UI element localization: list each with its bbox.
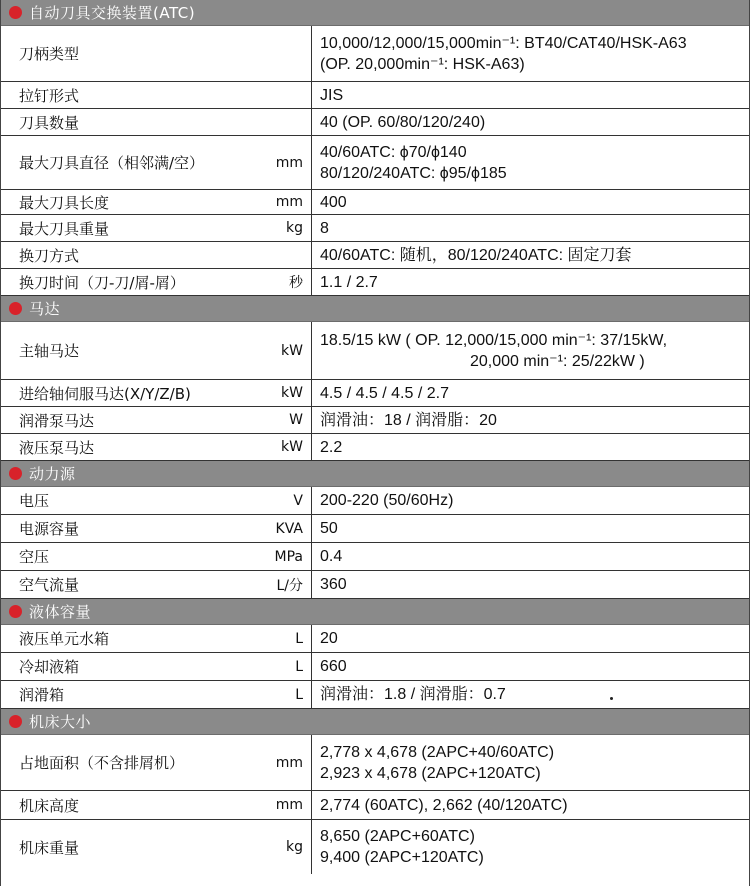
row-unit: mm	[275, 194, 303, 210]
row-label: 拉钉形式	[19, 86, 80, 105]
row-value: 20	[320, 630, 338, 647]
row-label-cell	[1, 625, 312, 652]
row-label: 换刀时间（刀-刀/屑-屑）	[19, 273, 185, 292]
row-label-cell	[1, 136, 312, 189]
red-dot-icon	[9, 6, 22, 19]
table-row	[1, 136, 749, 190]
table-row	[1, 215, 749, 242]
row-unit: L	[295, 658, 303, 675]
row-value-cell	[312, 735, 749, 790]
row-value: 50	[320, 520, 338, 537]
row-label: 液压泵马达	[19, 438, 95, 457]
row-unit: mm	[275, 154, 303, 171]
row-value-cell	[312, 136, 749, 189]
table-row	[1, 571, 749, 599]
row-value: 润滑油：1.8 / 润滑脂：0.7	[320, 684, 749, 705]
row-label: 最大刀具重量	[19, 219, 110, 238]
row-value: 80/120/240ATC: ϕ95/ϕ185	[320, 164, 507, 182]
row-label-cell	[1, 190, 312, 214]
row-unit: kg	[286, 220, 303, 236]
section-title: 动力源	[29, 465, 76, 483]
row-value: 2,778 x 4,678 (2APC+40/60ATC)	[320, 743, 555, 761]
table-row	[1, 190, 749, 215]
row-label-cell	[1, 653, 312, 680]
row-value: 1.1 / 2.7	[320, 273, 378, 291]
row-label: 电压	[19, 492, 50, 510]
row-value-cell	[312, 380, 749, 406]
row-unit: kg	[286, 839, 303, 855]
section-header-fluid	[1, 599, 749, 625]
row-value-cell	[312, 407, 749, 433]
row-value: 9,400 (2APC+120ATC)	[320, 849, 484, 866]
row-label-cell	[1, 434, 312, 460]
row-label-cell	[1, 109, 312, 135]
row-label-cell	[1, 791, 312, 819]
table-row	[1, 543, 749, 571]
row-value: 2.2	[320, 438, 343, 456]
row-value: 40/60ATC: 随机，80/120/240ATC: 固定刀套	[320, 246, 632, 264]
table-row	[1, 820, 749, 874]
row-value: 8,650 (2APC+60ATC)	[320, 828, 475, 845]
row-value-cell	[312, 26, 749, 81]
row-label: 空压	[19, 548, 50, 566]
row-label-cell	[1, 571, 312, 598]
red-dot-icon	[9, 302, 22, 315]
row-value: 4.5 / 4.5 / 4.5 / 2.7	[320, 384, 449, 402]
row-label-cell	[1, 487, 312, 514]
row-value-cell	[312, 791, 749, 819]
red-dot-icon	[9, 467, 22, 480]
row-unit: mm	[275, 754, 303, 771]
row-label: 占地面积（不含排屑机）	[19, 754, 185, 772]
row-value: 360	[320, 576, 347, 593]
red-dot-icon	[9, 605, 22, 618]
row-unit: L	[295, 630, 303, 647]
row-value: 20,000 min⁻¹: 25/22kW )	[470, 352, 645, 370]
row-value: 2,774 (60ATC), 2,662 (40/120ATC)	[320, 796, 568, 814]
table-row	[1, 407, 749, 434]
row-value: 660	[320, 658, 347, 675]
row-label: 进给轴伺服马达(X/Y/Z/B)	[19, 384, 191, 403]
section-title: 液体容量	[29, 603, 92, 621]
row-value: 40/60ATC: ϕ70/ϕ140	[320, 143, 467, 161]
section-title: 机床大小	[29, 713, 92, 731]
row-unit: mm	[275, 797, 303, 813]
row-unit: KVA	[275, 520, 303, 537]
row-label: 润滑箱	[19, 686, 65, 704]
section-header-motor	[1, 296, 749, 322]
section-title: 马达	[29, 300, 61, 318]
table-row	[1, 434, 749, 461]
row-value-cell	[312, 269, 749, 295]
row-label-cell	[1, 26, 312, 81]
row-value: 400	[320, 193, 347, 211]
table-row	[1, 515, 749, 543]
table-row	[1, 380, 749, 407]
table-row	[1, 735, 749, 791]
row-label-cell	[1, 269, 312, 295]
row-unit: 秒	[289, 275, 303, 291]
section-title: 自动刀具交换装置(ATC)	[29, 4, 196, 22]
section-header-power	[1, 461, 749, 487]
row-label-cell	[1, 735, 312, 790]
row-label-cell	[1, 681, 312, 708]
row-value-cell	[312, 625, 749, 652]
row-label: 最大刀具长度	[19, 193, 110, 212]
table-row	[1, 625, 749, 653]
row-unit: MPa	[274, 548, 303, 565]
row-label: 液压单元水箱	[19, 630, 110, 648]
row-value-cell	[312, 571, 749, 598]
row-label-cell	[1, 380, 312, 406]
table-row	[1, 242, 749, 269]
row-value-cell	[312, 242, 749, 268]
row-label: 换刀方式	[19, 246, 80, 265]
row-value: 0.4	[320, 548, 343, 565]
row-unit: L/分	[276, 577, 303, 594]
row-value: 200-220 (50/60Hz)	[320, 492, 454, 509]
row-label: 机床重量	[19, 838, 80, 857]
section-header-size	[1, 709, 749, 735]
row-label-cell	[1, 82, 312, 108]
section-header-atc	[1, 0, 749, 26]
table-row	[1, 487, 749, 515]
row-label-cell	[1, 242, 312, 268]
row-value: (OP. 20,000min⁻¹: HSK-A63)	[320, 55, 525, 73]
row-label-cell	[1, 215, 312, 241]
table-row	[1, 269, 749, 296]
red-dot-icon	[9, 715, 22, 728]
row-unit: kW	[281, 342, 303, 359]
table-row	[1, 109, 749, 136]
row-label: 最大刀具直径（相邻满/空）	[19, 154, 205, 172]
row-value-cell	[312, 681, 749, 708]
row-value-cell	[312, 515, 749, 542]
row-value-cell	[312, 82, 749, 108]
row-value: 40 (OP. 60/80/120/240)	[320, 113, 486, 131]
row-unit: L	[295, 686, 303, 703]
row-label: 电源容量	[19, 520, 80, 538]
row-label-cell	[1, 543, 312, 570]
row-unit: kW	[281, 439, 303, 455]
row-label: 刀具数量	[19, 113, 80, 132]
row-label: 刀柄类型	[19, 45, 80, 63]
row-unit: kW	[281, 385, 303, 401]
table-row	[1, 681, 749, 709]
row-value: 8	[320, 219, 329, 237]
row-label: 机床高度	[19, 796, 80, 815]
row-label: 主轴马达	[19, 342, 80, 360]
row-value-cell	[312, 820, 749, 874]
row-unit: V	[293, 492, 303, 509]
row-label: 冷却液箱	[19, 658, 80, 676]
row-value-cell	[312, 653, 749, 680]
table-row	[1, 653, 749, 681]
row-label: 润滑泵马达	[19, 411, 95, 430]
row-value-cell	[312, 543, 749, 570]
row-value-cell	[312, 434, 749, 460]
row-value: 18.5/15 kW ( OP. 12,000/15,000 min⁻¹: 37/15kW,	[320, 331, 668, 349]
row-value-cell	[312, 322, 749, 379]
row-label: 空气流量	[19, 576, 80, 594]
row-value: 润滑油：18 / 润滑脂：20	[320, 411, 497, 429]
row-value-cell	[312, 109, 749, 135]
row-value: 2,923 x 4,678 (2APC+120ATC)	[320, 764, 541, 782]
table-row	[1, 82, 749, 109]
row-value-cell	[312, 487, 749, 514]
row-label-cell	[1, 322, 312, 379]
row-value-cell	[312, 190, 749, 214]
row-value: JIS	[320, 86, 344, 104]
row-label-cell	[1, 515, 312, 542]
row-label-cell	[1, 407, 312, 433]
row-value-cell	[312, 215, 749, 241]
row-value: 10,000/12,000/15,000min⁻¹: BT40/CAT40/HSK-A63	[320, 34, 687, 52]
table-row	[1, 322, 749, 380]
table-row	[1, 26, 749, 82]
row-label-cell	[1, 820, 312, 874]
row-unit: W	[289, 412, 303, 428]
table-row	[1, 791, 749, 820]
